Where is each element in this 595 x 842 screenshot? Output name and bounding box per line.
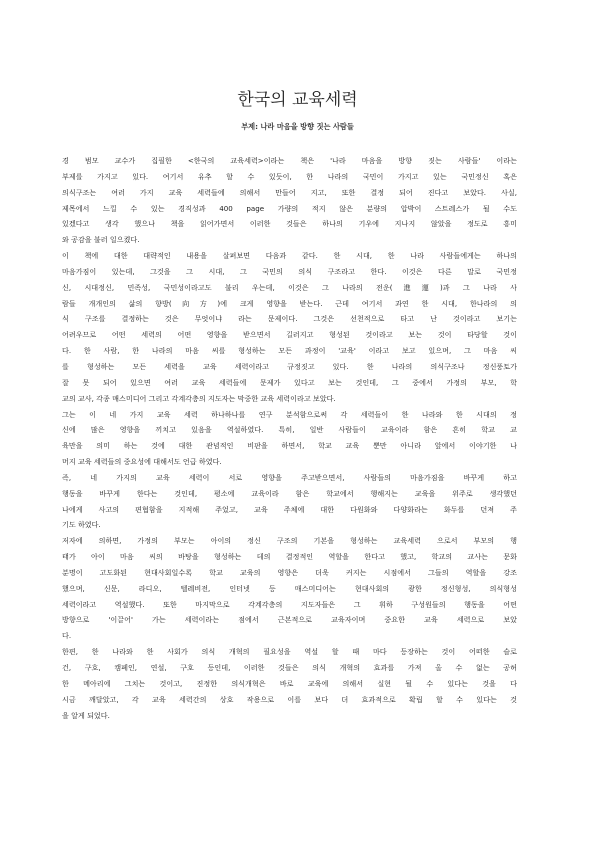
body-line: 식 구조를 결정하는 것은 무엇이냐 라는 문제이다. 그것은 선천적으로 타고 난 것이라고 보기는 — [62, 314, 517, 324]
body-line: 잘 못 되어 있으면 여러 교육 세력들에 문제가 있다고 보는 것인데, 그 중에서 가정의 부모, 학 — [62, 377, 517, 387]
body-line: 육만을 의미 하는 것에 대한 관념적인 비판을 하면서, 학교 교육 뿐만 아니라 앞에서 이야기한 나 — [62, 441, 517, 451]
body-line: 을 알게 되었다. — [62, 710, 110, 720]
body-line: 행동을 바꾸게 한다는 것인데, 평소에 교육이라 함은 학교에서 행해지는 교육을 위주로 생각했던 — [62, 488, 517, 498]
body-line: 세력이라고 역설했다. 또한 마지막으로 각계각층의 지도자들은 그 휘하 구성원들의 행동을 어떤 — [62, 599, 517, 609]
body-line: 제목에서 느낄 수 있는 경직성과 400 page 가량의 적지 않은 분량의 압박이 스트레스가 될 수도 — [62, 203, 517, 213]
body-line: 건, 구호, 캠페인, 연설, 구호 등인데, 이러한 것들은 의식 개혁의 효과를 가져 올 수 없는 공허 — [62, 663, 517, 672]
body-line: 그는 이 네 가지 교육 세력 하나하나를 연구 분석함으로써 각 세력들이 한 나라와 한 시대의 정 — [62, 409, 517, 419]
body-line: 머지 교육 세력들의 중요성에 대해서도 언급 하였다. — [62, 457, 222, 467]
body-line: 람들 개개인의 삶의 향방(向方)에 크게 영향을 받는다. 근데 여기서 과연 한 시대, 한나라의 의 — [62, 298, 517, 308]
body-line: 즉, 네 가지의 교육 세력이 서로 영향을 주고받으면서, 사람들의 마음가짐을 바꾸게 하고 — [62, 472, 517, 482]
document-body — [62, 153, 517, 723]
body-line: 한 메아리에 그치는 것이고, 진정한 의식개혁은 바로 교육에 의해서 실현 될 수 있다는 것을 다 — [62, 678, 517, 688]
body-line: 저자에 의하면, 가정의 부모는 아이의 정신 구조의 기본을 형성하는 교육세력 으로서 부모의 행 — [62, 536, 517, 546]
body-line: 한편, 한 나라와 한 사회가 의식 개혁의 필요성을 역설 할 때 마다 등장하는 것이 어떠한 슬로 — [62, 647, 517, 657]
body-line: 신에 많은 영향을 끼치고 있음을 역설하였다. 특히, 일반 사람들이 교육이라 함은 흔히 학교 교 — [62, 425, 517, 435]
body-line: 부제를 가지고 있다. 여기서 유추 할 수 있듯이, 한 나라의 국민이 가지고 있는 국민정신 혹은 — [62, 171, 517, 181]
body-line: 경 범모 교수가 집필한 <한국의 교육세력>이라는 책은 '나라 마음을 방향 짓는 사람들' 이라는 — [62, 156, 517, 165]
body-line: 방향으로 '이끌어' 가는 세력이라는 점에서 근본적으로 교육자이며 중요한 교육 세력으로 보았 — [62, 615, 517, 625]
document-title: 한국의 교육세력 — [237, 90, 358, 110]
body-line: 를 형성하는 모든 세력을 교육 세력이라고 규정짓고 있다. 한 나라의 의식구조나 정신풍토가 — [62, 361, 517, 371]
body-line: 시금 깨달았고, 각 교육 세력간의 상호 작용으로 이를 보다 더 효과적으로 확립 할 수 있다는 것 — [62, 694, 517, 704]
body-line: 이 책에 대한 대략적인 내용을 살펴보면 다음과 같다. 한 시대, 한 나라 사람들에게는 하나의 — [62, 251, 517, 261]
body-line: 와 공감을 불러 일으켰다. — [62, 235, 140, 245]
body-line: 나에게 사고의 편협함을 지적해 주었고, 교육 주체에 대한 다원화와 다양화라는 화두를 던져 주 — [62, 504, 517, 514]
body-line: 기도 하였다. — [62, 520, 101, 530]
body-line: 있겠다고 생각 했으나 책을 읽어가면서 이러한 것들은 하나의 기우에 지나지 않았을 정도로 흥미 — [62, 219, 517, 229]
body-line: 했으며, 신문, 라디오, 텔레비전, 인터넷 등 매스미디어는 현대사회의 광한 정신형성, 의식형성 — [62, 583, 517, 593]
body-line: 태가 아이 마음 씨의 바탕을 형성하는 데의 결정적인 역할을 한다고 했고, 학교의 교사는 문화 — [62, 552, 517, 562]
body-line: 다. — [62, 631, 72, 641]
body-line: 마음가짐이 있는데, 그것을 그 시대, 그 국민의 의식 구조라고 한다. 이것은 다른 말로 국민정 — [62, 266, 517, 276]
body-line: 다. 한 사람, 한 나라의 마음 씨를 형성하는 모든 과정이 '교육' 이라고 보고 있으며, 그 마음 씨 — [62, 346, 517, 356]
document-subtitle: 부제: 나라 마음을 방향 짓는 사람들 — [241, 122, 354, 131]
body-line: 어려우므로 어떤 세력의 어떤 영향을 받으면서 길러지고 형성된 것이라고 보는 것이 타당할 것이 — [62, 330, 517, 340]
body-line: 교의 교사, 각종 매스미디어 그리고 각계각층의 지도자는 막중한 교육 세력이라고 보았다. — [62, 393, 336, 403]
body-line: 분명이 고도화된 현대사회일수록 학교 교육의 영향은 더욱 커지는 시점에서 그들의 역할을 강조 — [62, 567, 517, 577]
body-line: 신, 시대정신, 민족성, 국민성이라고도 불리 우는데, 이것은 그 나라의 전운(進運)과 그 나라 사 — [62, 282, 517, 292]
body-line: 의식구조는 여러 가지 교육 세력들에 의해서 만들어 지고, 또한 결정 되어 진다고 보았다. 사실, — [62, 187, 517, 197]
